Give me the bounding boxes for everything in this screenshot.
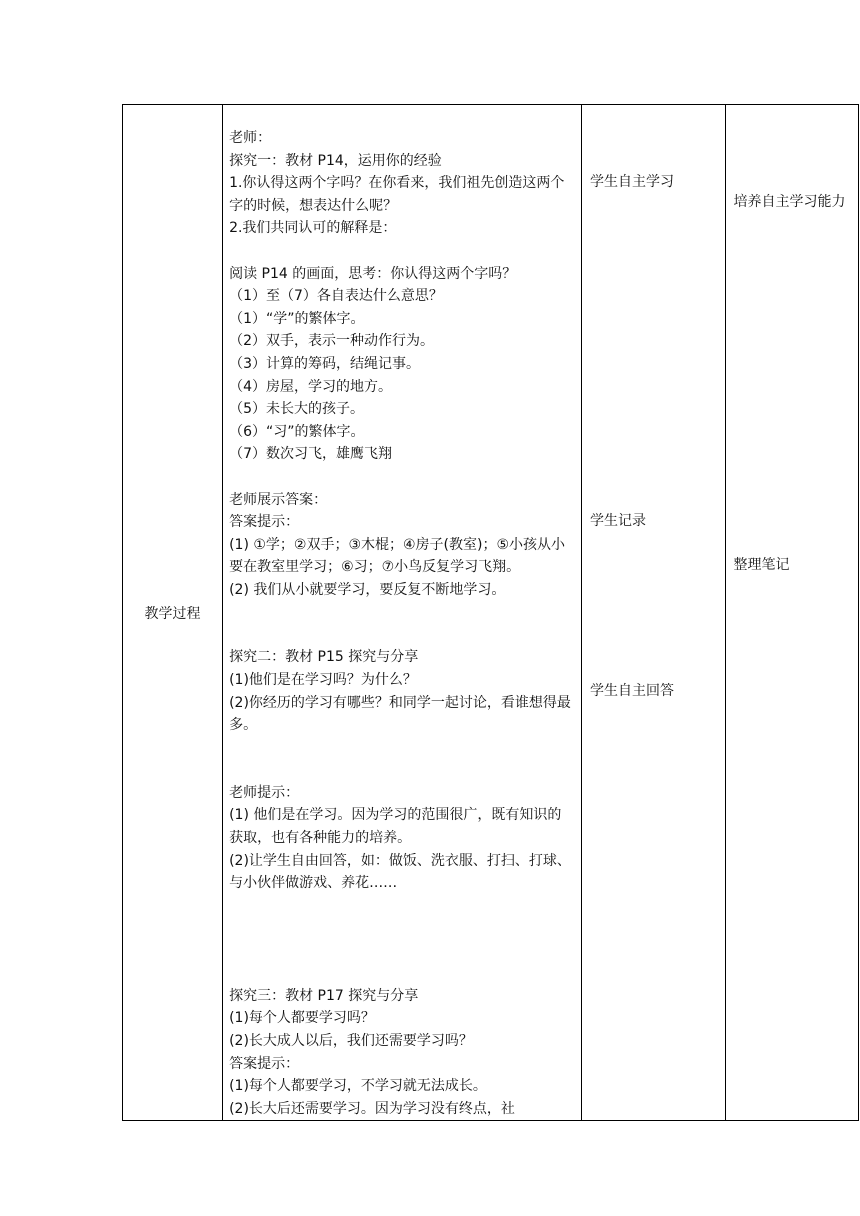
teacher-hint-title: 老师提示： [229, 784, 300, 801]
list-item: （4）房屋，学习的地方。 [229, 378, 392, 395]
answer-1: (1) ①学；②双手；③木棍；④房子(教室)；⑤小孩从小要在教室里学习；⑥习；⑦小鸟反复学习飞翔。 [229, 536, 566, 576]
explore3-answer-2: (2)长大后还需要学习。因为学习没有终点，社 [229, 1100, 515, 1117]
answer-hint-title: 答案提示： [229, 514, 300, 531]
teacher-answer-title: 老师展示答案： [229, 491, 328, 508]
intention-cell [725, 105, 858, 1121]
teacher-activity-cell [223, 105, 582, 1121]
list-item: （3）计算的筹码，结绳记事。 [229, 355, 420, 372]
explore2-title: 探究二：教材 P15 探究与分享 [229, 649, 419, 666]
list-item: （1）“学”的繁体字。 [229, 310, 365, 327]
lesson-plan-table [122, 104, 859, 1121]
list-item: （6）“习”的繁体字。 [229, 423, 365, 440]
answer-hint-title-2: 答案提示： [229, 1055, 300, 1072]
section-label: 教学过程 [144, 605, 201, 622]
table-row [123, 105, 859, 1121]
student-activity-cell [581, 105, 725, 1121]
read-prompt: 阅读 P14 的画面，思考：你认得这两个字吗？ [229, 265, 517, 282]
teacher-intro: 老师： [229, 130, 272, 146]
explore2-question-2: (2)你经历的学习有哪些？和同学一起讨论，看谁想得最多。 [229, 694, 571, 734]
explore1-question-2: 2.我们共同认可的解释是： [229, 220, 397, 237]
sub-prompt: （1）至（7）各自表达什么意思？ [229, 288, 443, 305]
explore2-question-1: (1)他们是在学习吗？为什么？ [229, 672, 417, 689]
explore1-title: 探究一：教材 P14，运用你的经验 [229, 152, 442, 169]
intention-2: 整理笔记 [733, 557, 790, 573]
student-activity-1: 学生自主学习 [589, 174, 674, 190]
hint-1: (1) 他们是在学习。因为学习的范围很广，既有知识的获取，也有各种能力的培养。 [229, 807, 562, 847]
intention-1: 培养自主学习能力 [733, 194, 846, 210]
student-activity-3: 学生自主回答 [589, 683, 674, 699]
explore1-question-1: 1.你认得这两个字吗？在你看来，我们祖先创造这两个字的时候，想表达什么呢？ [229, 175, 565, 214]
student-activity-2: 学生记录 [589, 513, 646, 529]
explore3-title: 探究三：教材 P17 探究与分享 [229, 987, 419, 1004]
list-item: （5）未长大的孩子。 [229, 401, 364, 418]
explore3-question-1: (1)每个人都要学习吗？ [229, 1010, 375, 1027]
explore3-question-2: (2)长大成人以后，我们还需要学习吗？ [229, 1033, 473, 1049]
list-item: （7）数次习飞，雄鹰飞翔 [229, 446, 392, 463]
explore3-answer-1: (1)每个人都要学习，不学习就无法成长。 [229, 1078, 487, 1095]
list-item: （2）双手，表示一种动作行为。 [229, 333, 434, 350]
hint-2: (2)让学生自由回答，如：做饭、洗衣服、打扫、打球、与小伙伴做游戏、养花…… [229, 852, 571, 892]
section-label-cell [123, 105, 223, 1121]
answer-2: (2) 我们从小就要学习，要反复不断地学习。 [229, 581, 506, 598]
